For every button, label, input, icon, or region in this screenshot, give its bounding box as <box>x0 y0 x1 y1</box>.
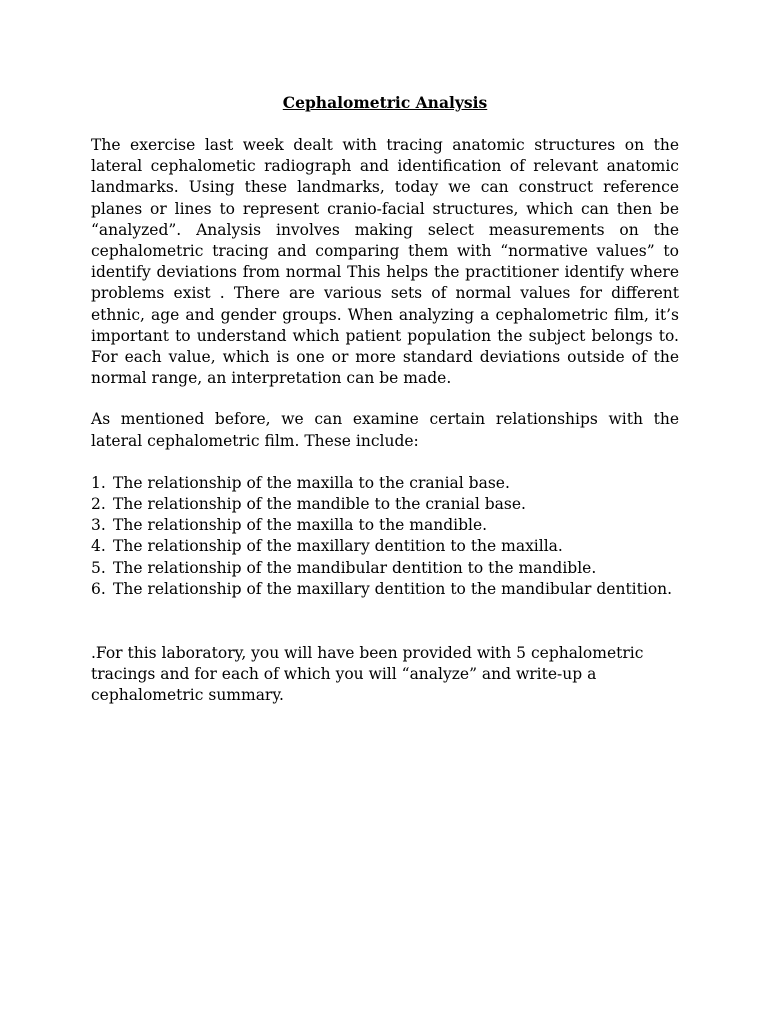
list-item <box>91 579 679 600</box>
laboratory-paragraph: .For this laboratory, you will have been provided with 5 cephalometric tracings and for each of which you will “analyze” and write-up a cephalometric summary. <box>91 644 644 705</box>
list-item-number: 4. <box>91 537 106 556</box>
list-item <box>91 536 679 557</box>
document-page <box>91 92 679 707</box>
list-item <box>91 558 679 579</box>
list-item-text: The relationship of the mandibular dentition to the mandible. <box>113 558 597 577</box>
list-item <box>91 515 679 536</box>
list-item-number: 1. <box>91 473 106 492</box>
list-item-text: The relationship of the maxillary dentition to the mandibular dentition. <box>113 579 673 598</box>
list-item-number: 3. <box>91 516 106 535</box>
list-item <box>91 494 679 515</box>
list-item-text: The relationship of the maxillary dentition to the maxilla. <box>113 537 563 556</box>
list-item-number: 5. <box>91 558 106 577</box>
document-title: Cephalometric Analysis <box>282 93 488 112</box>
relationships-intro-paragraph: As mentioned before, we can examine certain relationships with the lateral cephalometric film. These include: <box>91 410 679 450</box>
list-item <box>91 473 679 494</box>
list-item-number: 6. <box>91 579 106 598</box>
intro-paragraph: The exercise last week dealt with tracing anatomic structures on the lateral cephalometic radiograph and identification of relevant anatomic landmarks. Using these landmarks, today we can construct reference planes or lines to represent cranio-facial structures, which can then be “analyzed”. Analysis involves making select measurements on the cephalometric tracing and comparing them with “normative values” to identify deviations from normal This helps the practitioner identify where problems exist . There are various sets of normal values for different ethnic, age and gender groups. When analyzing a cephalometric film, it’s important to understand which patient population the subject belongs to. For each value, which is one or more standard deviations outside of the normal range, an interpretation can be made. <box>91 136 679 388</box>
relationships-list <box>91 473 679 600</box>
list-item-text: The relationship of the maxilla to the mandible. <box>113 516 488 535</box>
list-item-text: The relationship of the mandible to the cranial base. <box>113 495 526 514</box>
list-item-text: The relationship of the maxilla to the cranial base. <box>113 473 510 492</box>
list-item-number: 2. <box>91 495 106 514</box>
